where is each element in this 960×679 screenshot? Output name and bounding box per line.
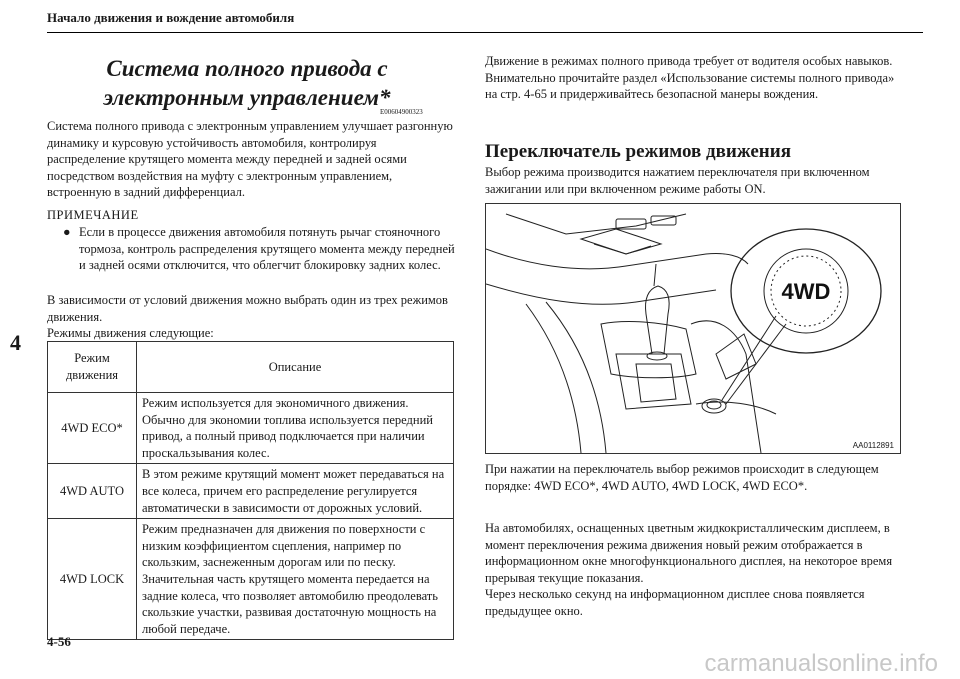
header-rule — [47, 32, 923, 33]
section-title: Система полного привода с электронным управлением* — [103, 56, 391, 110]
bullet-icon: ● — [63, 225, 71, 239]
table-row — [48, 464, 454, 519]
intro-paragraph: Система полного привода с электронным управлением улучшает разгонную динамику и курсовую устойчивость автомобиля, контролируя распределение крутящего момента между передней и задней осями посредством воздействия на муфту с электронным управлением, встроенную в задний дифференциал. — [47, 119, 453, 200]
section-code: E00604900323 — [380, 108, 423, 116]
modes-intro: В зависимости от условий движения можно выбрать один из трех режимов движения. Режимы движения следующие: — [47, 293, 448, 341]
mode-cell: 4WD ECO* — [48, 393, 137, 464]
figure-4wd-switch — [485, 203, 901, 454]
note-heading: ПРИМЕЧАНИЕ — [47, 208, 139, 222]
description-cell: Режим предназначен для движения по поверхности с низким коэффициентом сцепления, например по скользким, заснеженным дорогам или по песку. Значительная часть крутящего момента передается на задние колеса, что позволяет автомобилю преодолевать скользкие участки, развивая достаточную мощность на любой передаче. — [137, 519, 454, 640]
order-paragraph: При нажатии на переключатель выбор режимов происходит в следующем порядке: 4WD ECO*, 4WD AUTO, 4WD LOCK, 4WD ECO*. — [485, 462, 879, 493]
table-row — [48, 393, 454, 464]
lcd-paragraph: На автомобилях, оснащенных цветным жидкокристаллическим дисплеем, в момент переключения режима движения новый режим отображается в информационном окне многофункционального дисплея, на некоторое время прерывая текущие показания. Через несколько секунд на информационном дисплее снова появляется предыдущее окно. — [485, 521, 893, 618]
mode-cell: 4WD AUTO — [48, 464, 137, 519]
description-cell: Режим используется для экономичного движения. Обычно для экономии топлива используется передний привод, а полный привод подключается при наличии проскальзывания колес. — [137, 393, 454, 464]
figure-code: AA0112891 — [852, 441, 894, 450]
subheading: Переключатель режимов движения — [485, 141, 791, 162]
mode-cell: 4WD LOCK — [48, 519, 137, 640]
table-header-row — [48, 342, 454, 393]
column-header-mode: Режим движения — [48, 342, 137, 393]
column-header-description: Описание — [137, 342, 454, 393]
page-number: 4-56 — [47, 634, 71, 649]
modes-table — [47, 341, 454, 640]
description-cell: В этом режиме крутящий момент может передаваться на все колеса, причем его распределение регулируется автоматически в зависимости от дорожных условий. — [137, 464, 454, 519]
chapter-tab-number: 4 — [10, 330, 21, 355]
note-item — [65, 224, 455, 274]
switch-paragraph: Выбор режима производится нажатием переключателя при включенном зажигании или при включенном режиме работы ON. — [485, 165, 870, 196]
table-row — [48, 519, 454, 640]
running-header: Начало движения и вождение автомобиля — [47, 10, 295, 25]
4wd-button-label: 4WD — [781, 279, 831, 304]
right-intro: Движение в режимах полного привода требует от водителя особых навыков. Внимательно прочитайте раздел «Использование системы полного привода» на стр. 4-65 и придерживайтесь безопасной манеры вождения. — [485, 54, 895, 102]
watermark: carmanualsonline.info — [704, 650, 938, 677]
console-illustration — [486, 204, 900, 453]
note-text: Если в процессе движения автомобиля потянуть рычаг стояночного тормоза, контроль распределения крутящего момента между передней и задней осями отключится, что облегчит блокировку задних колес. — [79, 225, 455, 273]
